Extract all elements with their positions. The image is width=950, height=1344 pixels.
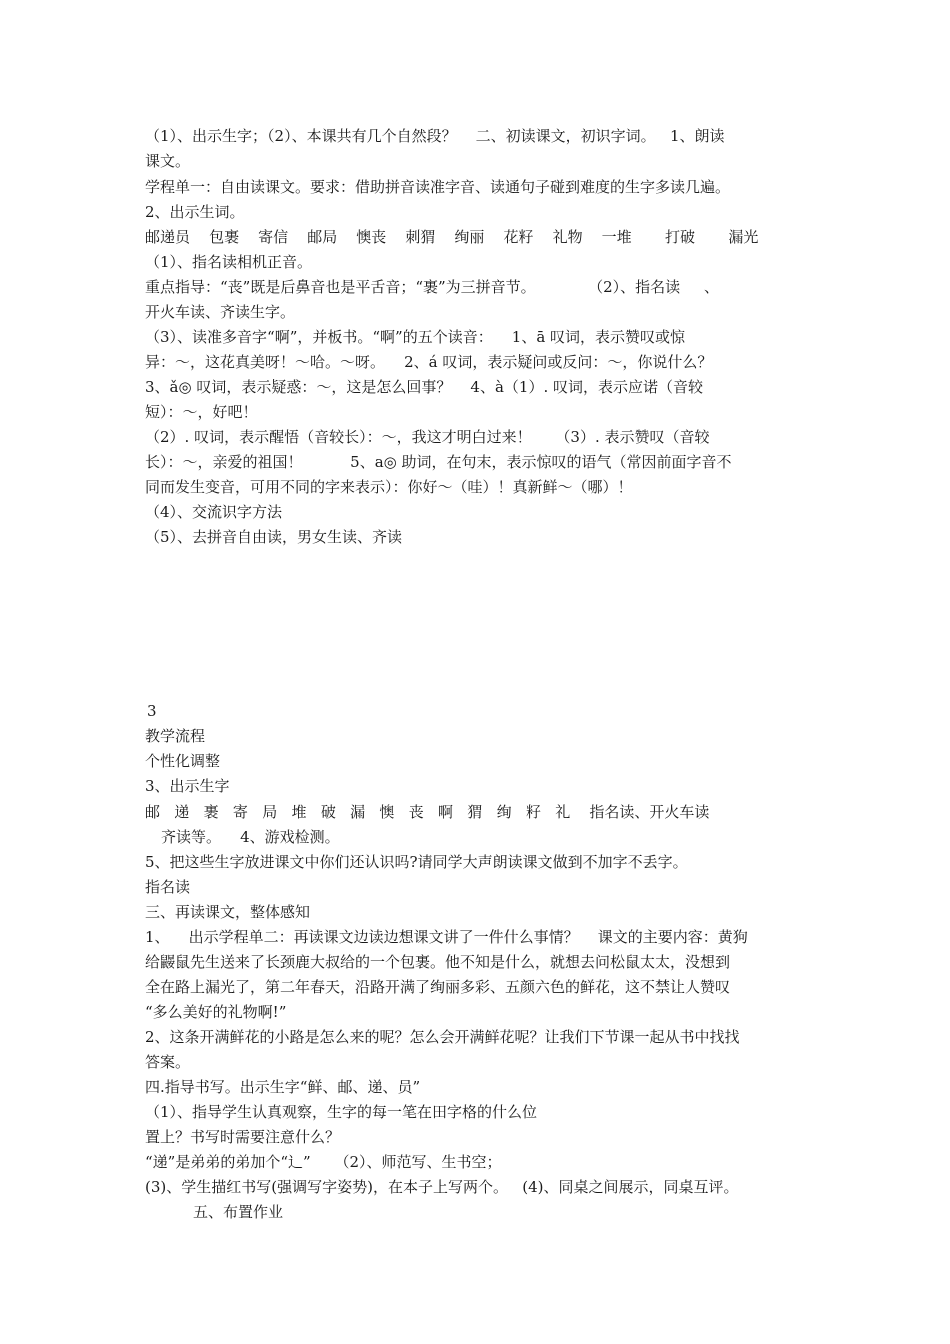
text-line: （1）、出示生字；（2）、本课共有几个自然段？ 二、初读课文，初识字词。 1、朗读: [145, 127, 725, 145]
text-line: 邮递员 包裹 寄信 邮局 懊丧 刺猬 绚丽 花籽 礼物 一堆 打破 漏光: [145, 228, 759, 246]
section-heading: 五、布置作业: [193, 1203, 284, 1221]
text-line: 异：～，这花真美呀！～哈。～呀。 2、á 叹词，表示疑问或反问：～，你说什么？: [145, 353, 713, 371]
section-heading: 四.指导书写。出示生字“鲜、邮、递、员”: [145, 1078, 421, 1096]
text-line: 3、ǎ◎ 叹词，表示疑惑：～，这是怎么回事？ 4、à（1）. 叹词，表示应诺（音较: [145, 378, 703, 396]
text-line: “递”是弟弟的弟加个“辶” （2）、师范写、生书空；: [145, 1153, 502, 1171]
text-line: 1、 出示学程单二：再读课文边读边想课文讲了一件什么事情？ 课文的主要内容：黄狗: [145, 928, 748, 946]
text-line: （4）、交流识字方法: [145, 503, 283, 521]
text-line: 齐读等。 4、游戏检测。: [161, 828, 340, 846]
heading: 教学流程: [145, 727, 206, 745]
text-line: 邮 递 裹 寄 局 堆 破 漏 懊 丧 啊 猬 绚 籽 礼 指名读、开火车读: [145, 803, 710, 821]
text-line: “多么美好的礼物啊!”: [145, 1003, 287, 1021]
text-line: 置上？书写时需要注意什么？: [145, 1128, 341, 1146]
heading: 个性化调整: [145, 752, 221, 770]
text-line: （1）、指名读相机正音。: [145, 253, 313, 271]
text-line: 重点指导：“丧”既是后鼻音也是平舌音；“裹”为三拼音节。 （2）、指名读 、: [145, 278, 720, 296]
text-line: 2、出示生词。: [145, 203, 245, 221]
text-line: 给鼹鼠先生送来了长颈鹿大叔给的一个包裹。他不知是什么，就想去问松鼠太太，没想到: [145, 953, 731, 971]
text-line: 开火车读、齐读生字。: [145, 303, 296, 321]
text-line: 学程单一：自由读课文。要求：借助拼音读准字音、读通句子碰到难度的生字多读几遍。: [145, 178, 731, 196]
text-line: 2、这条开满鲜花的小路是怎么来的呢？怎么会开满鲜花呢？让我们下节课一起从书中找找: [145, 1028, 740, 1046]
text-line: 课文。: [145, 152, 191, 170]
text-line: （3）、读准多音字“啊”，并板书。“啊”的五个读音： 1、ā 叹词，表示赞叹或惊: [145, 328, 686, 346]
text-line: 3、出示生字: [145, 777, 230, 795]
text-line: 5、把这些生字放进课文中你们还认识吗?请同学大声朗读课文做到不加字不丢字。: [145, 853, 688, 871]
text-line: （5）、去拼音自由读，男女生读、齐读: [145, 528, 403, 546]
text-line: （2）. 叹词，表示醒悟（音较长）：～，我这才明白过来！ （3）. 表示赞叹（音较: [145, 428, 710, 446]
section-heading: 三、再读课文，整体感知: [145, 903, 311, 921]
text-line: 指名读: [145, 878, 191, 896]
text-line: (3)、学生描红书写(强调写字姿势)，在本子上写两个。 (4)、同桌之间展示，同桌互评。: [145, 1178, 739, 1196]
text-line: 长）：～，亲爱的祖国！ 5、a◎ 助词，在句末，表示惊叹的语气（常因前面字音不: [145, 453, 732, 471]
text-line: 短）：～，好吧！: [145, 403, 258, 421]
page-number: 3: [147, 702, 157, 720]
text-line: 答案。: [145, 1053, 191, 1071]
text-line: （1）、指导学生认真观察，生字的每一笔在田字格的什么位: [145, 1103, 538, 1121]
text-line: 全在路上漏光了，第二年春天，沿路开满了绚丽多彩、五颜六色的鲜花，这不禁让人赞叹: [145, 978, 731, 996]
text-line: 同而发生变音，可用不同的字来表示）：你好～（哇）！真新鲜～（哪）！: [145, 478, 633, 496]
